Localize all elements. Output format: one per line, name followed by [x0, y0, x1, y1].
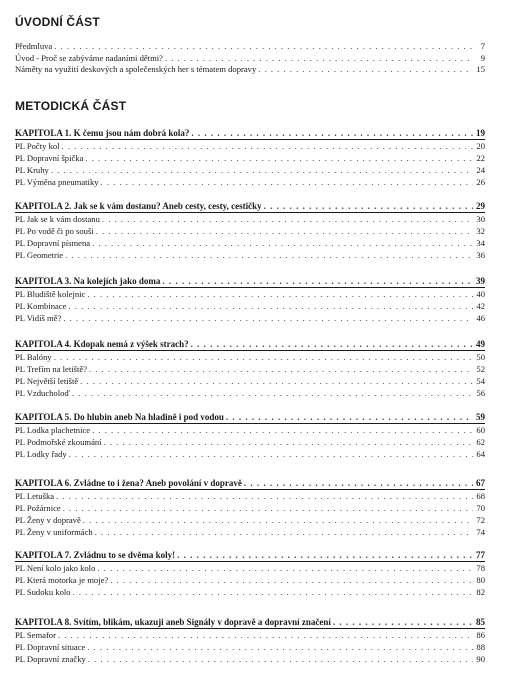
page-number: 70 [476, 503, 485, 513]
dot-leader [62, 141, 473, 151]
method-section-title: METODICKÁ ČÁST [15, 99, 127, 113]
chapter-heading [15, 617, 485, 627]
page-number: 24 [476, 165, 485, 175]
intro-entry [15, 64, 485, 74]
dot-leader [191, 339, 473, 349]
dot-leader [65, 250, 473, 260]
dot-leader [54, 352, 473, 362]
chapter-entry [15, 226, 485, 236]
chapter-title: KAPITOLA 1. K čemu jsou nám dobrá kola? [15, 128, 190, 138]
dot-leader [63, 503, 473, 513]
dot-leader [56, 491, 473, 501]
chapter-entry [15, 301, 485, 311]
intro-entry [15, 41, 485, 51]
entry-title: PL Trefím na letiště? [15, 364, 88, 374]
page-number: 80 [476, 575, 485, 585]
page-number: 62 [476, 437, 485, 447]
page-number: 9 [480, 53, 485, 63]
page-number: 15 [476, 64, 485, 74]
page-number: 72 [476, 515, 485, 525]
chapter-entry [15, 642, 485, 652]
entry-title: PL Lodky řady [15, 449, 67, 459]
entry-title: PL Podmořské zkoumání [15, 437, 102, 447]
dot-leader [96, 226, 473, 236]
page-number: 22 [476, 153, 485, 163]
page-number: 56 [476, 388, 485, 398]
dot-leader [83, 515, 473, 525]
dot-leader [51, 165, 473, 175]
page-number: 88 [476, 642, 485, 652]
chapter-entry [15, 153, 485, 163]
dot-leader [95, 527, 473, 537]
page-number: 74 [476, 527, 485, 537]
page-number: 7 [480, 41, 485, 51]
entry-title: PL Není kolo jako kolo [15, 563, 96, 573]
page-number: 77 [476, 550, 485, 560]
chapter-entry [15, 352, 485, 362]
entry-title: PL Bludiště kolejnic [15, 289, 86, 299]
chapter-heading [15, 201, 485, 211]
chapter-heading [15, 339, 485, 349]
entry-title: PL Dopravní situace [15, 642, 86, 652]
chapter-divider [15, 489, 485, 490]
chapter-title: KAPITOLA 6. Zvládne to i žena? Aneb povolání v dopravě [15, 478, 242, 488]
chapter-divider [15, 423, 485, 424]
page-number: 50 [476, 352, 485, 362]
intro-entry [15, 53, 485, 63]
dot-leader [58, 630, 473, 640]
chapter-entry [15, 491, 485, 501]
chapter-heading [15, 128, 485, 138]
chapter-entry [15, 527, 485, 537]
dot-leader [85, 153, 473, 163]
chapter-entry [15, 376, 485, 386]
chapter-title: KAPITOLA 2. Jak se k vám dostanu? Aneb cesty, cesty, cestičky [15, 201, 262, 211]
entry-title: Náměty na využití deskových a společenských her s tématem dopravy [15, 64, 257, 74]
page-number: 82 [476, 587, 485, 597]
chapter-title: KAPITOLA 4. Kdopak nemá z výšek strach? [15, 339, 189, 349]
page-number: 78 [476, 563, 485, 573]
page-number: 67 [476, 478, 485, 488]
chapter-title: KAPITOLA 5. Do hlubin aneb Na hladině i pod vodou [15, 412, 224, 422]
chapter-heading [15, 478, 485, 488]
entry-title: PL Počty kol [15, 141, 60, 151]
chapter-entry [15, 238, 485, 248]
chapter-entry [15, 437, 485, 447]
page-number: 85 [476, 617, 485, 627]
chapter-entry [15, 165, 485, 175]
page-number: 90 [476, 654, 485, 664]
dot-leader [162, 276, 473, 286]
chapter-divider [15, 287, 485, 288]
chapter-entry [15, 630, 485, 640]
dot-leader [89, 364, 473, 374]
dot-leader [73, 587, 473, 597]
chapter-title: KAPITOLA 3. Na kolejích jako doma [15, 276, 161, 286]
chapter-entry [15, 250, 485, 260]
page-number: 46 [476, 313, 485, 323]
page-number: 42 [476, 301, 485, 311]
dot-leader [92, 425, 473, 435]
chapter-divider [15, 628, 485, 629]
dot-leader [165, 53, 473, 63]
dot-leader [54, 41, 473, 51]
dot-leader [87, 289, 473, 299]
page-number: 64 [476, 449, 485, 459]
entry-title: PL Vzducholoď [15, 388, 70, 398]
entry-title: PL Po vodě či po souši [15, 226, 94, 236]
entry-title: PL Jak se k vám dostanu [15, 214, 100, 224]
dot-leader [258, 64, 473, 74]
chapter-heading [15, 412, 485, 422]
chapter-entry [15, 575, 485, 585]
dot-leader [63, 313, 473, 323]
page-number: 29 [476, 201, 485, 211]
entry-title: PL Balóny [15, 352, 52, 362]
entry-title: PL Ženy v uniformách [15, 527, 93, 537]
chapter-entry [15, 654, 485, 664]
page-number: 39 [476, 276, 485, 286]
chapter-divider [15, 561, 485, 562]
entry-title: PL Ženy v dopravě [15, 515, 81, 525]
dot-leader [333, 617, 473, 627]
entry-title: PL Lodka plachetnice [15, 425, 91, 435]
chapter-entry [15, 503, 485, 513]
entry-title: PL Kruhy [15, 165, 49, 175]
dot-leader [92, 238, 473, 248]
dot-leader [102, 214, 473, 224]
dot-leader [97, 563, 473, 573]
dot-leader [110, 575, 473, 585]
dot-leader [226, 412, 473, 422]
entry-title: PL Která motorka je moje? [15, 575, 109, 585]
page-number: 40 [476, 289, 485, 299]
entry-title: PL Vidíš mě? [15, 313, 62, 323]
chapter-entry [15, 289, 485, 299]
page-number: 26 [476, 177, 485, 187]
chapter-entry [15, 177, 485, 187]
entry-title: PL Požárnice [15, 503, 61, 513]
chapter-entry [15, 425, 485, 435]
intro-section-title: ÚVODNÍ ČÁST [15, 15, 100, 29]
page-number: 30 [476, 214, 485, 224]
entry-title: PL Kombinace [15, 301, 67, 311]
entry-title: Předmluva [15, 41, 53, 51]
dot-leader [264, 201, 473, 211]
chapter-heading [15, 276, 485, 286]
page-number: 52 [476, 364, 485, 374]
entry-title: Úvod - Proč se zabýváme nadaními dětmi? [15, 53, 163, 63]
dot-leader [69, 449, 473, 459]
dot-leader [88, 654, 473, 664]
page-number: 60 [476, 425, 485, 435]
chapter-entry [15, 214, 485, 224]
chapter-entry [15, 388, 485, 398]
chapter-title: KAPITOLA 8. Svítím, blikám, ukazuji aneb Signály v dopravě a dopravní značení [15, 617, 331, 627]
page-number: 19 [476, 128, 485, 138]
dot-leader [68, 301, 473, 311]
entry-title: PL Geometrie [15, 250, 64, 260]
chapter-entry [15, 515, 485, 525]
dot-leader [104, 437, 473, 447]
page-number: 36 [476, 250, 485, 260]
chapter-entry [15, 364, 485, 374]
dot-leader [72, 388, 473, 398]
chapter-entry [15, 449, 485, 459]
dot-leader [191, 128, 473, 138]
entry-title: PL Semafor [15, 630, 56, 640]
page-number: 59 [476, 412, 485, 422]
chapter-entry [15, 563, 485, 573]
chapter-divider [15, 350, 485, 351]
page-number: 49 [476, 339, 485, 349]
entry-title: PL Výměna pneumatiky [15, 177, 99, 187]
page-number: 32 [476, 226, 485, 236]
entry-title: PL Dopravní písmena [15, 238, 91, 248]
entry-title: PL Sudoku kolo [15, 587, 71, 597]
chapter-entry [15, 141, 485, 151]
page-number: 86 [476, 630, 485, 640]
chapter-divider [15, 139, 485, 140]
dot-leader [80, 376, 473, 386]
dot-leader [87, 642, 473, 652]
chapter-divider [15, 212, 485, 213]
dot-leader [177, 550, 473, 560]
page-number: 54 [476, 376, 485, 386]
dot-leader [244, 478, 473, 488]
chapter-title: KAPITOLA 7. Zvládnu to se dvěma koly! [15, 550, 176, 560]
page-number: 34 [476, 238, 485, 248]
page-number: 20 [476, 141, 485, 151]
chapter-entry [15, 313, 485, 323]
page-number: 68 [476, 491, 485, 501]
entry-title: PL Největší letiště [15, 376, 79, 386]
dot-leader [101, 177, 473, 187]
chapter-heading [15, 550, 485, 560]
chapter-entry [15, 587, 485, 597]
entry-title: PL Dopravní značky [15, 654, 86, 664]
entry-title: PL Letuška [15, 491, 55, 501]
entry-title: PL Dopravní špička [15, 153, 84, 163]
